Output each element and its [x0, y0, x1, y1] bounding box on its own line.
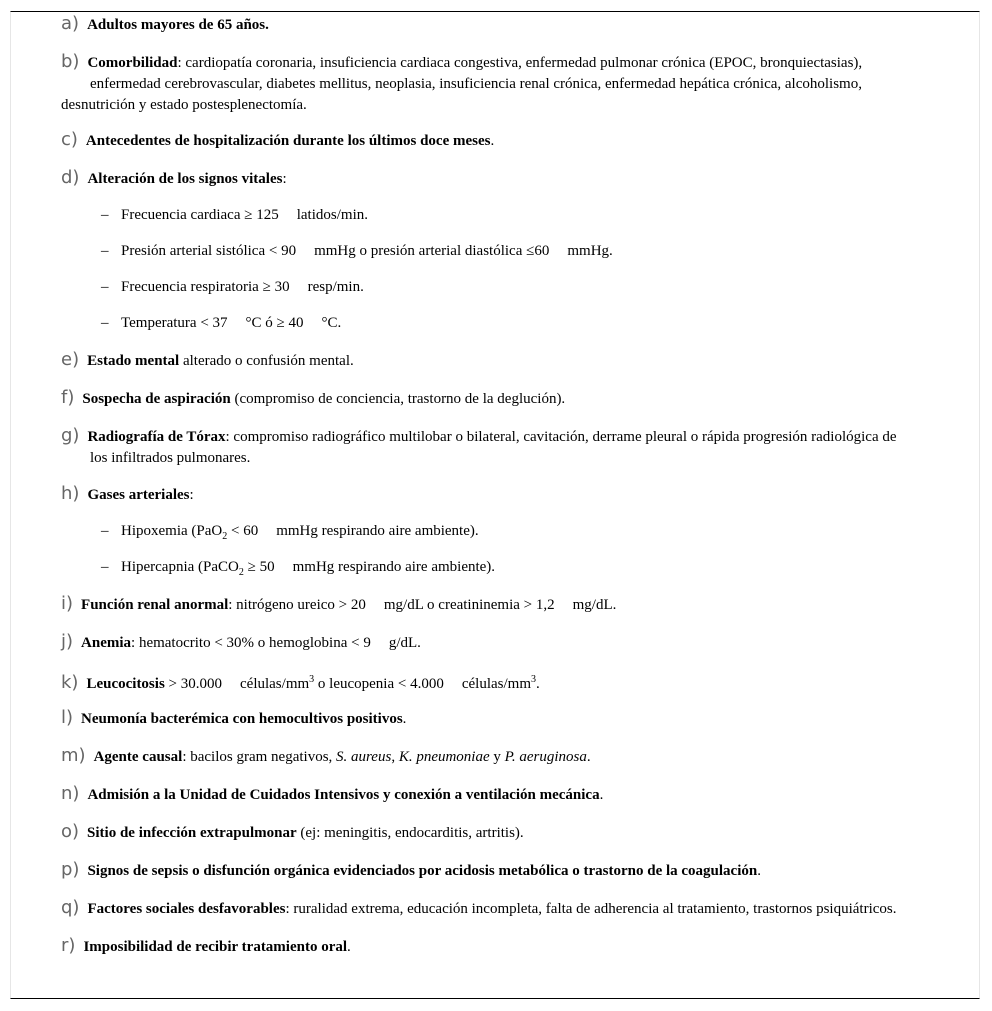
vital-item — [101, 241, 952, 262]
gas-item — [101, 557, 952, 583]
vital-unit: mmHg o presión arterial diastólica ≤60 — [314, 243, 550, 259]
item-text: . — [757, 863, 761, 879]
item-title: Agente causal — [93, 749, 183, 765]
organism-name: S. aureus — [336, 749, 392, 765]
item-text: o leucopenia < 4.000 — [314, 676, 444, 692]
item-text: células/mm — [240, 676, 310, 692]
item-text: . — [347, 939, 351, 955]
item-letter: q) — [61, 897, 80, 918]
item-title: Estado mental — [87, 353, 180, 369]
item-letter: p) — [61, 859, 80, 880]
item-d — [61, 167, 952, 190]
item-title: Función renal anormal — [81, 597, 229, 613]
dash-bullet: – — [101, 207, 109, 223]
item-text: : — [189, 487, 194, 503]
item-l — [61, 707, 952, 730]
item-text: . — [599, 787, 604, 803]
item-letter: j) — [61, 631, 74, 652]
item-q — [61, 897, 952, 920]
item-p — [61, 859, 952, 882]
item-title: Neumonía bacterémica con hemocultivos positivos — [81, 711, 403, 727]
vital-text: Frecuencia cardiaca ≥ 125 — [121, 207, 279, 223]
item-r — [61, 935, 952, 958]
item-j — [61, 631, 952, 654]
item-text: y — [489, 749, 505, 765]
item-title: Admisión a la Unidad de Cuidados Intensivos y conexión a ventilación mecánica — [87, 787, 600, 803]
dash-bullet: – — [101, 279, 109, 295]
vital-unit: °C. — [321, 315, 342, 331]
item-title: Comorbilidad — [87, 55, 178, 71]
item-text: . — [586, 749, 591, 765]
item-letter: l) — [61, 707, 74, 728]
item-title: Alteración de los signos vitales — [87, 171, 283, 187]
item-title: Radiografía de Tórax — [87, 429, 226, 445]
item-title: Sospecha de aspiración — [82, 391, 231, 407]
item-title: Sitio de infección extrapulmonar — [87, 825, 297, 841]
item-text: : nitrógeno ureico > 20 — [228, 597, 366, 613]
item-title: Gases arteriales — [87, 487, 190, 503]
vital-item — [101, 205, 952, 226]
item-letter: g) — [61, 425, 80, 446]
item-text: : compromiso radiográfico multilobar o bilateral, cavitación, derrame pleural o rápida progresión radiológica de — [225, 429, 897, 445]
gas-value: ≥ 50 — [243, 559, 275, 575]
item-text: : bacilos gram negativos, — [182, 749, 337, 765]
item-text: mg/dL. — [572, 597, 617, 613]
item-letter: h) — [61, 483, 80, 504]
item-letter: c) — [61, 129, 78, 150]
vital-text: Temperatura < 37 — [121, 315, 228, 331]
gas-unit: mmHg respirando aire ambiente). — [292, 559, 496, 575]
item-text: : — [282, 171, 287, 187]
item-f — [61, 387, 952, 410]
item-o — [61, 821, 952, 844]
gas-unit: mmHg respirando aire ambiente). — [276, 523, 479, 539]
dash-bullet: – — [101, 523, 109, 539]
vital-unit: °C ó ≥ 40 — [245, 315, 304, 331]
item-text: : ruralidad extrema, educación incompleta, falta de adherencia al tratamiento, trastornos psiquiátricos. — [285, 901, 897, 917]
gas-value: < 60 — [227, 523, 259, 539]
item-n — [61, 783, 952, 806]
item-text: (compromiso de conciencia, trastorno de la deglución). — [230, 391, 566, 407]
item-text-line3: desnutrición y estado postesplenectomía. — [61, 97, 307, 113]
item-title: Anemia — [81, 635, 132, 651]
item-letter: i) — [61, 593, 74, 614]
item-title: Adultos mayores de 65 años. — [87, 17, 269, 33]
item-title: Antecedentes de hospitalización durante los últimos doce meses — [85, 133, 491, 149]
item-text: g/dL. — [388, 635, 421, 651]
dash-bullet: – — [101, 315, 109, 331]
gas-text: Hipercapnia (PaCO — [121, 559, 239, 575]
item-e — [61, 349, 952, 372]
item-text: : hematocrito < 30% o hemoglobina < 9 — [131, 635, 371, 651]
organism-name: K. pneumoniae — [398, 749, 490, 765]
vital-unit: latidos/min. — [296, 207, 368, 223]
item-i — [61, 593, 952, 616]
item-letter: r) — [61, 935, 76, 956]
superscript: 3 — [531, 674, 536, 685]
gas-text: Hipoxemia (PaO — [121, 523, 223, 539]
item-title: Signos de sepsis o disfunción orgánica evidenciados por acidosis metabólica o trastorno de la coagulación — [87, 863, 758, 879]
item-b — [61, 51, 952, 116]
item-letter: b) — [61, 51, 80, 72]
dash-bullet: – — [101, 243, 109, 259]
item-letter: n) — [61, 783, 80, 804]
item-text: mg/dL o creatininemia > 1,2 — [383, 597, 555, 613]
item-text: . — [402, 711, 407, 727]
item-k — [61, 669, 952, 695]
item-title: Factores sociales desfavorables — [87, 901, 286, 917]
item-text: alterado o confusión mental. — [179, 353, 354, 369]
item-text: . — [536, 676, 540, 692]
item-text: , — [391, 749, 399, 765]
item-h — [61, 483, 952, 506]
item-text: > 30.000 — [164, 676, 222, 692]
item-text-line2: los infiltrados pulmonares. — [90, 450, 251, 466]
subscript: 2 — [222, 531, 228, 542]
vital-unit: mmHg. — [567, 243, 613, 259]
item-text: : cardiopatía coronaria, insuficiencia cardiaca congestiva, enfermedad pulmonar crónica (EPOC, bronquiectasias), — [177, 55, 863, 71]
organism-name: P. aeruginosa — [504, 749, 587, 765]
item-letter: f) — [61, 387, 75, 408]
vital-text: Presión arterial sistólica < 90 — [121, 243, 297, 259]
vital-item — [101, 313, 952, 334]
item-letter: o) — [61, 821, 80, 842]
vital-item — [101, 277, 952, 298]
superscript: 3 — [309, 674, 315, 685]
item-text-line2: enfermedad cerebrovascular, diabetes mellitus, neoplasia, insuficiencia renal crónica, enfermedad hepática crónica, alcoholismo, — [90, 76, 862, 92]
item-a — [61, 13, 952, 36]
item-c — [61, 129, 952, 152]
item-letter: a) — [61, 13, 80, 34]
dash-bullet: – — [101, 559, 109, 575]
vital-text: Frecuencia respiratoria ≥ 30 — [121, 279, 290, 295]
item-text: (ej: meningitis, endocarditis, artritis). — [296, 825, 524, 841]
item-letter: e) — [61, 349, 80, 370]
item-letter: k) — [61, 672, 79, 693]
item-text: células/mm — [461, 676, 531, 692]
item-letter: d) — [61, 167, 80, 188]
item-title: Imposibilidad de recibir tratamiento oral — [83, 939, 348, 955]
vital-unit: resp/min. — [307, 279, 364, 295]
item-g — [61, 425, 952, 469]
subscript: 2 — [238, 567, 244, 578]
item-letter: m) — [61, 745, 86, 766]
item-text: . — [490, 133, 495, 149]
gas-item — [101, 521, 952, 547]
item-title: Leucocitosis — [86, 676, 165, 692]
item-m — [61, 745, 952, 768]
